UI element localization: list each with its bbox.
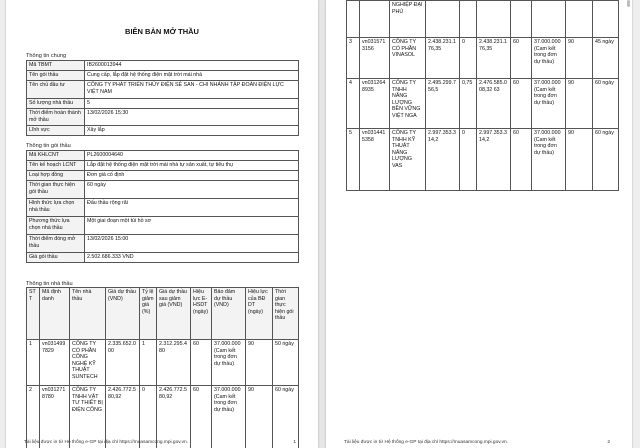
cell-duration: 60 ngày xyxy=(593,79,619,129)
cell-security-validity xyxy=(566,1,593,38)
info-row xyxy=(27,71,299,81)
cell-stt: 4 xyxy=(347,79,360,129)
column-header-bidder-name: Tên nhà thầu xyxy=(70,288,106,340)
bidders-info-label: Thông tin nhà thầu xyxy=(26,281,73,287)
cell-duration xyxy=(593,1,619,38)
field-value: IB2600013944 xyxy=(85,61,299,71)
column-header-price-after-discount: Giá dự thầu sau giảm giá (VND) xyxy=(157,288,191,340)
cell-discount-rate: 0 xyxy=(140,386,157,448)
column-header-bid-price: Giá dự thầu (VND) xyxy=(106,288,140,340)
info-row xyxy=(27,81,299,99)
cell-bidder-id: vn0312718780 xyxy=(40,386,70,448)
cell-bid-security: 37.000.000 (Cam kết trong đơn dự thầu) xyxy=(532,129,566,191)
table-row xyxy=(347,129,619,191)
field-value: Một giai đoạn một túi hồ sơ xyxy=(85,217,299,235)
cell-security-validity: 90 xyxy=(566,129,593,191)
table-row-continued xyxy=(347,1,619,38)
field-label: Lĩnh vực xyxy=(27,126,85,136)
table-row xyxy=(347,38,619,79)
cell-price-after-discount: 2.997.353.314,2 xyxy=(477,129,511,191)
cell-stt: 2 xyxy=(27,386,40,448)
info-row xyxy=(27,199,299,217)
cell-stt: 5 xyxy=(347,129,360,191)
cell-bid-price xyxy=(426,1,460,38)
cell-bidder-name: CÔNG TY TNHH NĂNG LƯỢNG BỀN VỮNG VIỆT NGA xyxy=(390,79,426,129)
cell-bid-price: 2.335.652.000 xyxy=(106,340,140,386)
table-row xyxy=(27,386,299,448)
cell-security-validity: 90 xyxy=(566,38,593,79)
cell-bidder-name: CÔNG TY CỔ PHẦN VINASOL xyxy=(390,38,426,79)
cell-bid-price: 2.997.353.314,2 xyxy=(426,129,460,191)
info-row xyxy=(27,151,299,161)
cell-validity: 60 xyxy=(511,38,532,79)
field-label: Mã TBMT xyxy=(27,61,85,71)
info-row xyxy=(27,171,299,181)
bidders-header-row xyxy=(27,288,299,340)
bidders-table xyxy=(26,287,299,448)
info-row xyxy=(27,109,299,126)
field-value: 13/02/2026 15:00 xyxy=(85,235,299,253)
column-header-duration: Thời gian thực hiện gói thầu xyxy=(273,288,299,340)
cell-validity: 60 xyxy=(191,386,212,448)
field-value: 60 ngày xyxy=(85,181,299,199)
cell-bid-price: 2.495.299.756,5 xyxy=(426,79,460,129)
cell-bidder-name: NGHIỆP ĐẠI PHÚ xyxy=(390,1,426,38)
field-value: CÔNG TY PHÁT TRIỂN THỦY ĐIỆN SÊ SAN - CHI NHÁNH TẬP ĐOÀN ĐIỆN LỰC VIỆT NAM xyxy=(85,81,299,99)
cell-bid-security: 37.000.000 (Cam kết trong đơn dự thầu) xyxy=(212,386,246,448)
field-value: PL2600004640 xyxy=(85,151,299,161)
cell-discount-rate: 0,75 xyxy=(460,79,477,129)
info-row xyxy=(27,161,299,171)
cell-bidder-id: vn0314997829 xyxy=(40,340,70,386)
field-label: Thời điểm đóng mở thầu xyxy=(27,235,85,253)
cell-bidder-id: vn0312648935 xyxy=(360,79,390,129)
field-value: 2.502.686.333 VND xyxy=(85,253,299,263)
cell-validity: 60 xyxy=(511,129,532,191)
column-header-validity: Hiệu lực E-HSDT (ngày) xyxy=(191,288,212,340)
document-title: BIÊN BẢN MỞ THẦU xyxy=(125,27,199,36)
field-label: Phương thức lựa chọn nhà thầu xyxy=(27,217,85,235)
cell-security-validity: 90 xyxy=(566,79,593,129)
field-label: Giá gói thầu xyxy=(27,253,85,263)
page-footer-text: Tài liệu được in từ Hệ thống e-GP tại địa chỉ https://muasamcong.mpi.gov.vn. xyxy=(24,440,189,445)
column-header-bid-security: Bảo đảm dự thầu (VND) xyxy=(212,288,246,340)
cell-bidder-id: vn0315713156 xyxy=(360,38,390,79)
cell-stt xyxy=(347,1,360,38)
cell-duration: 60 ngày xyxy=(593,129,619,191)
cell-bidder-name: CÔNG TY TNHH KỸ THUẬT NĂNG LƯỢNG VAS xyxy=(390,129,426,191)
field-value: Đơn giá cố định xyxy=(85,171,299,181)
field-label: Mã KHLCNT xyxy=(27,151,85,161)
field-label: Thời điểm hoàn thành mở thầu xyxy=(27,109,85,126)
table-row xyxy=(347,79,619,129)
cell-discount-rate: 1 xyxy=(140,340,157,386)
info-row xyxy=(27,253,299,263)
field-value: Xây lắp xyxy=(85,126,299,136)
field-label: Hình thức lựa chọn nhà thầu xyxy=(27,199,85,217)
cell-validity xyxy=(511,1,532,38)
column-header-stt: STT xyxy=(27,288,40,340)
column-header-bidder-id: Mã định danh xyxy=(40,288,70,340)
cell-duration: 50 ngày xyxy=(273,340,299,386)
bidders-table-continued xyxy=(346,0,619,191)
field-value: 5 xyxy=(85,99,299,109)
cell-stt: 3 xyxy=(347,38,360,79)
cell-bidder-id: vn0314415358 xyxy=(360,129,390,191)
cell-price-after-discount: 2.476.585.008,32 63 xyxy=(477,79,511,129)
cell-stt: 1 xyxy=(27,340,40,386)
cell-discount-rate xyxy=(460,1,477,38)
page-number: 1 xyxy=(293,440,296,445)
cell-bid-price: 2.426.772.580,92 xyxy=(106,386,140,448)
page-footer-text: Tài liệu được in từ Hệ thống e-GP tại địa chỉ https://muasamcong.mpi.gov.vn. xyxy=(344,440,509,445)
cell-bidder-name: CÔNG TY CỔ PHẦN CÔNG NGHỆ KỸ THUẬT SUNTECH xyxy=(70,340,106,386)
document-page-1 xyxy=(6,0,318,448)
cell-bidder-name: CÔNG TY TNHH VẬT TƯ THIẾT BỊ ĐIỆN CÔNG xyxy=(70,386,106,448)
page-number: 2 xyxy=(607,440,610,445)
field-value: Lắp đặt hệ thống điện mặt trời mái nhà tự sản xuất, tự tiêu thụ xyxy=(85,161,299,171)
package-info-label: Thông tin gói thầu xyxy=(26,143,71,149)
cell-discount-rate: 0 xyxy=(460,129,477,191)
field-label: Thời gian thực hiện gói thầu xyxy=(27,181,85,199)
general-info-table xyxy=(26,60,299,136)
cell-price-after-discount: 2.438.231.176,35 xyxy=(477,38,511,79)
cell-discount-rate: 0 xyxy=(460,38,477,79)
cell-bid-security: 37.000.000 (Cam kết trong đơn dự thầu) xyxy=(212,340,246,386)
field-value: Cung cấp, lắp đặt hệ thống điện mặt trời mái nhà xyxy=(85,71,299,81)
cell-price-after-discount: 2.312.295.480 xyxy=(157,340,191,386)
general-info-label: Thông tin chung xyxy=(26,53,67,59)
field-value: Đấu thầu rộng rãi xyxy=(85,199,299,217)
cell-bidder-id xyxy=(360,1,390,38)
cell-validity: 60 xyxy=(191,340,212,386)
field-label: Tên chủ đầu tư xyxy=(27,81,85,99)
cell-security-validity: 90 xyxy=(246,386,273,448)
cell-duration: 60 ngày xyxy=(273,386,299,448)
info-row xyxy=(27,126,299,136)
cell-bid-security xyxy=(532,1,566,38)
cell-price-after-discount: 2.426.772.580,92 xyxy=(157,386,191,448)
info-row xyxy=(27,217,299,235)
field-label: Tên kế hoạch LCNT xyxy=(27,161,85,171)
column-header-security-validity: Hiệu lực của BĐ DT (ngày) xyxy=(246,288,273,340)
info-row xyxy=(27,235,299,253)
cell-bid-price: 2.438.231.176,35 xyxy=(426,38,460,79)
cell-bid-security: 37.000.000 (Cam kết trong đơn dự thầu) xyxy=(532,79,566,129)
field-label: Tên gói thầu xyxy=(27,71,85,81)
page-gutter xyxy=(318,0,326,448)
cell-security-validity: 90 xyxy=(246,340,273,386)
column-header-discount-rate: Tỷ lệ giảm giá (%) xyxy=(140,288,157,340)
table-row xyxy=(27,340,299,386)
document-page-2 xyxy=(326,0,632,448)
cell-bid-security: 37.000.000 (Cam kết trong đơn dự thầu) xyxy=(532,38,566,79)
field-value: 13/02/2026 15:30 xyxy=(85,109,299,126)
info-row xyxy=(27,99,299,109)
info-row xyxy=(27,61,299,71)
package-info-table xyxy=(26,150,299,263)
field-label: Số lượng nhà thầu xyxy=(27,99,85,109)
cell-price-after-discount xyxy=(477,1,511,38)
scrollbar-thumb[interactable] xyxy=(627,0,630,7)
cell-duration: 45 ngày xyxy=(593,38,619,79)
cell-validity: 60 xyxy=(511,79,532,129)
field-label: Loại hợp đồng xyxy=(27,171,85,181)
info-row xyxy=(27,181,299,199)
